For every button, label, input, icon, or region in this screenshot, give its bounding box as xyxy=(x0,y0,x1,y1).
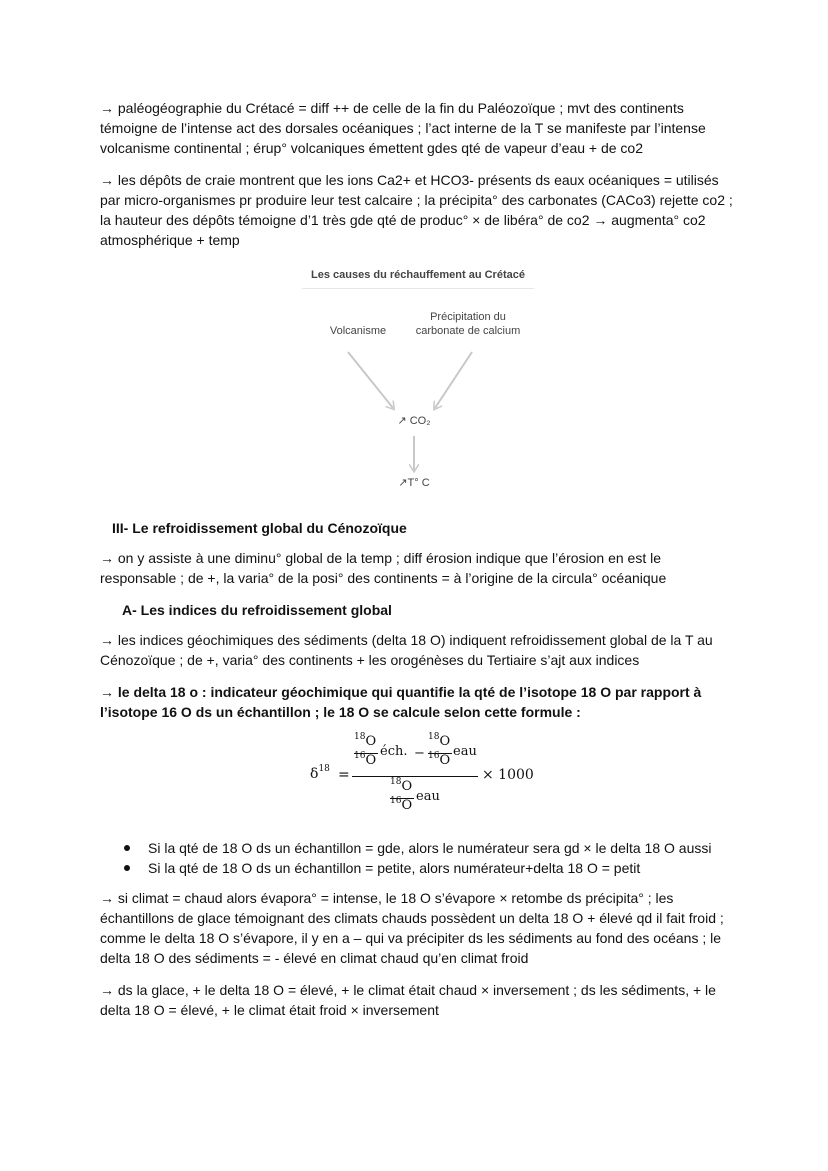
num-o18-right: $^{18}$O xyxy=(428,732,451,749)
cretaceous-warming-diagram xyxy=(100,264,740,504)
precipitation-to-co2-arrow xyxy=(435,352,472,408)
section-3-heading: III- Le refroidissement global du Cénozoïque xyxy=(112,520,407,536)
formula-equals: = xyxy=(338,767,350,783)
paragraph-delta18o-definition: → le delta 18 o : indicateur géochimique qui quantifie la qté de l’isotope 18 O par rapport à l’isotope 16 O ds un échantillon ; le 18 O se calcule selon cette formule : xyxy=(100,684,702,720)
num-o16-left: $^{16}$O xyxy=(354,751,377,768)
delta18o-formula xyxy=(100,734,740,826)
subsection-a-heading: A- Les indices du refroidissement global xyxy=(122,602,392,618)
num-minus: − xyxy=(414,746,425,761)
paragraph-evaporation: → si climat = chaud alors évapora° = intense, le 18 O s’évapore × retombe ds précipita° ; les échantillons de glace témoignant des climats chauds possèdent un delta 18 O + élevé qd il fait froid ; comme le delta 18 O s’évapore, il y en a – qui va précipiter ds les sédiments au fond des océans ; le delta 18 O des sédiments = - élevé en climat chaud qu’en climat froid xyxy=(100,890,724,966)
volcanism-to-co2-arrow xyxy=(348,352,393,408)
num-o16-right: $^{16}$O xyxy=(428,751,451,768)
co2-increase-label: ↗ CO₂ xyxy=(397,415,431,427)
den-o18: $^{18}$O xyxy=(390,777,413,794)
volcanism-label: Volcanisme xyxy=(329,325,387,337)
paragraph-paleogeography: → paléogéographie du Crétacé = diff ++ de celle de la fin du Paléozoïque ; mvt des continents témoigne de l’intense act des dorsales océaniques ; l’act interne de la T se manifeste par l’intense volcanisme continental ; érup° volcaniques émettent gdes qté de vapeur d’eau + de co2 xyxy=(100,100,706,156)
paragraph-geochemical-indices: → les indices géochimiques des sédiments (delta 18 O) indiquent refroidissement global de la T au Cénozoïque ; de +, varia° des continents + les orogénèses du Tertiaire s’ajt aux indices xyxy=(100,632,713,668)
paragraph-chalk-deposits: → les dépôts de craie montrent que les ions Ca2+ et HCO3- présents ds eaux océaniques = utilisés par micro-organismes pr produire leur test calcaire ; la précipita° des carbonates (CACo3) rejette co2 ; la hauteur des dépôts témoigne d’1 très gde qté de produc° × de libéra° de co2 → augmenta° co2 atmosphérique + temp xyxy=(100,172,733,248)
num-ech: éch. xyxy=(380,744,408,759)
temperature-increase-label: ↗T° C xyxy=(398,477,430,489)
num-eau: eau xyxy=(453,744,477,759)
document-page xyxy=(100,98,740,1032)
den-eau: eau xyxy=(416,789,440,804)
paragraph-cenozoic-intro: → on y assiste à une diminu° global de la temp ; diff érosion indique que l’érosion en est le responsable ; de +, la varia° de la posi° des continents = à l’origine de la circula° océanique xyxy=(100,550,667,586)
formula-times-1000: × 1000 xyxy=(482,767,534,783)
num-o18-left: $^{18}$O xyxy=(354,732,377,749)
diagram-title: Les causes du réchauffement au Crétacé xyxy=(302,264,534,289)
delta18o-bullet-list xyxy=(100,838,740,878)
paragraph-ice-sediments: → ds la glace, + le delta 18 O = élevé, + le climat était chaud × inversement ; ds les sédiments, + le delta 18 O = élevé, + le climat était froid × inversement xyxy=(100,982,716,1018)
precipitation-label-line1: Précipitation du xyxy=(430,311,506,323)
main-fraction-bar xyxy=(352,776,478,777)
den-o16: $^{16}$O xyxy=(390,796,413,813)
diagram-arrows xyxy=(100,264,740,504)
bullet-item: Si la qté de 18 O ds un échantillon = petite, alors numérateur+delta 18 O = petit xyxy=(148,858,740,878)
formula-lhs: $\delta^{18}$ xyxy=(310,764,330,782)
precipitation-label-line2: carbonate de calcium xyxy=(415,325,521,337)
bullet-item: Si la qté de 18 O ds un échantillon = gde, alors le numérateur sera gd × le delta 18 O aussi xyxy=(148,838,740,858)
